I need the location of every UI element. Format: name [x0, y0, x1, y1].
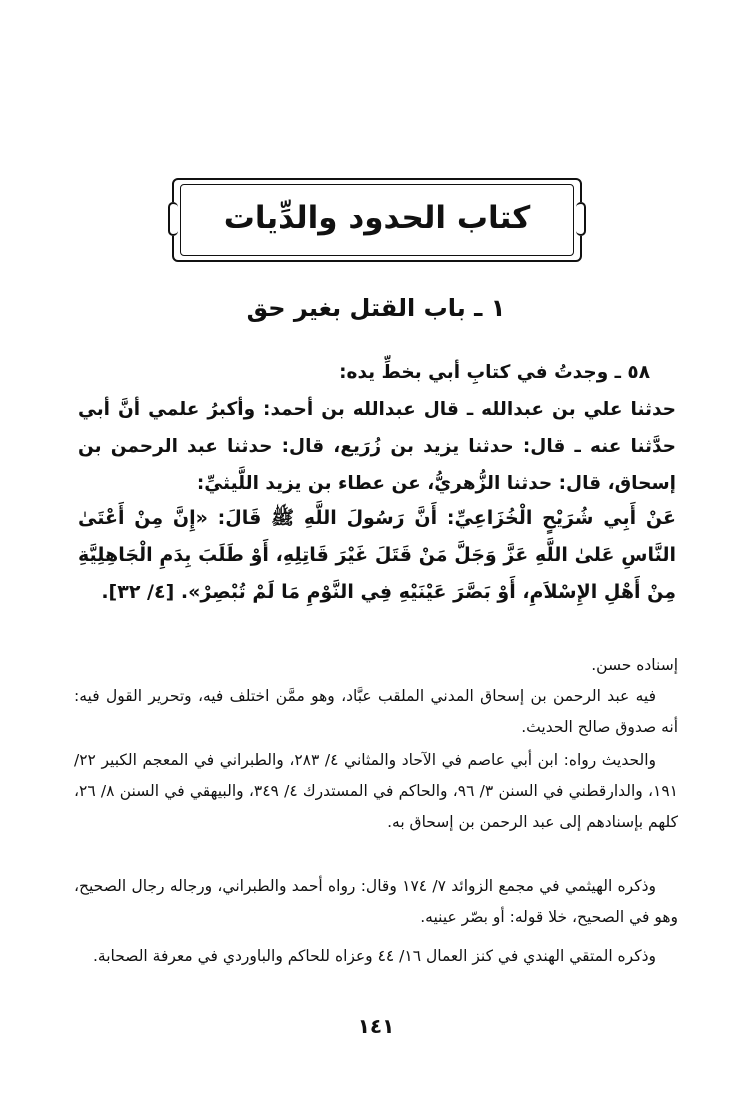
- book-title: كتاب الحدود والدِّيات: [223, 200, 531, 236]
- note-takhrij-text: والحديث رواه: ابن أبي عاصم في الآحاد والمثاني ٤/ ٢٨٣، والطبراني في المعجم الكبير ٢٢/ ١٩١، والدارقطني في السنن ٣/ ٩٦، والحاكم في المستدرك ٤/ ٣٤٩، والبيهقي في السنن ٨/ ٢٦، كلهم بإسنادهم إلى عبد الرحمن بن إسحاق به.: [74, 751, 678, 831]
- page-number: ١٤١: [357, 1014, 395, 1038]
- chapter-title: ١ ـ باب القتل بغير حق: [246, 294, 506, 322]
- hadith-intro: [78, 354, 676, 391]
- hadith-matn: عَنْ أَبِي شُرَيْحٍ الْخُزَاعِيِّ: أَنَّ رَسُولَ اللَّهِ ﷺ قَالَ: «إِنَّ مِنْ أَعْتَىٰ النَّاسِ عَلىٰ اللَّهِ عَزَّ وَجَلَّ مَنْ قَتَلَ غَيْرَ قَاتِلِهِ، أَوْ طَلَبَ بِدَمِ الْجَاهِلِيَّةِ مِنْ أَهْلِ الإِسْلاَمِ، أَوْ بَصَّرَ عَيْنَيْهِ فِي النَّوْمِ مَا لَمْ تُبْصِرْ». [٤/ ٣٢].: [78, 507, 676, 603]
- note-narrator-text: فيه عبد الرحمن بن إسحاق المدني الملقب عبَّاد، وهو ممَّن اختلف فيه، وتحرير القول فيه: أنه صدوق صالح الحديث.: [74, 687, 678, 736]
- note-haythami-text: وذكره الهيثمي في مجمع الزوائد ٧/ ١٧٤ وقال: رواه أحمد والطبراني، ورجاله رجال الصحيح، وهو في الصحيح، خلا قوله: أو بصّر عينيه.: [74, 877, 678, 926]
- note-takhrij: [74, 745, 678, 838]
- note-haythami: [74, 871, 678, 933]
- note-muttaqi: [74, 941, 678, 972]
- note-grade-text: إسناده حسن.: [591, 656, 678, 674]
- note-muttaqi-text: وذكره المتقي الهندي في كنز العمال ١٦/ ٤٤ وعزاه للحاكم والباوردي في معرفة الصحابة.: [92, 947, 656, 965]
- book-title-frame: [172, 178, 582, 262]
- note-narrator: [74, 681, 678, 743]
- hadith-isnad: حدثنا علي بن عبدالله ـ قال عبدالله بن أحمد: وأكبرُ علمي أنَّ أبي حدَّثنا عنه ـ قال: حدثنا يزيد بن زُرَيع، قال: حدثنا عبد الرحمن بن إسحاق، قال: حدثنا الزُّهريُّ، عن عطاء بن يزيد اللَّيثيِّ:: [78, 399, 676, 494]
- hadith-intro-text: ٥٨ ـ وجدتُ في كتابِ أبي بخطِّ يده:: [339, 362, 650, 383]
- note-grade: [74, 650, 678, 681]
